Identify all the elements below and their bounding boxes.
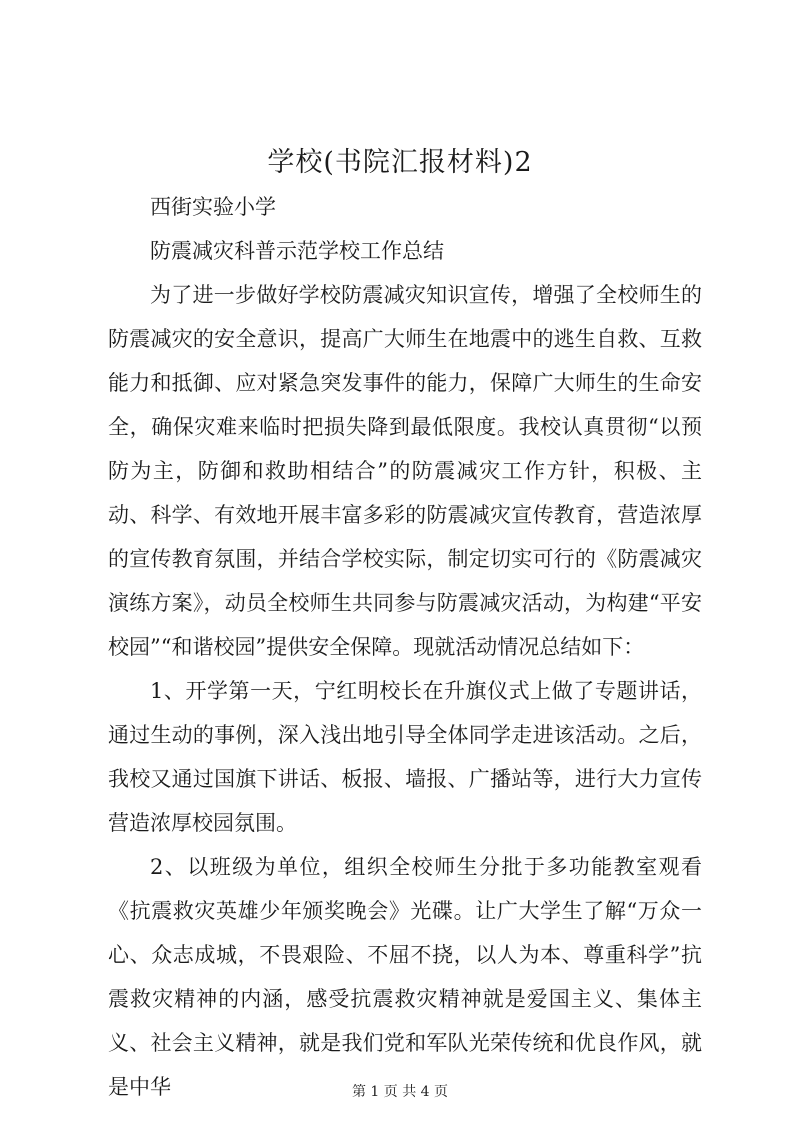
page-title: 学校(书院汇报材料)2 [267, 147, 533, 178]
school-name-line: 西街实验小学 [150, 195, 276, 219]
report-subtitle-line: 防震减灾科普示范学校工作总结 [150, 239, 444, 263]
body-paragraph: 为了进一步做好学校防震减灾知识宣传，增强了全校师生的防震减灾的安全意识，提高广大师生在地震中的逃生自救、互救能力和抵御、应对紧急突发事件的能力，保障广大师生的生命安全，确保灾难来临时把损失降到最低限度。我校认真贯彻“以预防为主，防御和救助相结合”的防震减灾工作方针，积极、主动、科学、有效地开展丰富多彩的防震减灾宣传教育，营造浓厚的宣传教育氛围，并结合学校实际，制定切实可行的《防震减灾演练方案》，动员全校师生共同参与防震减灾活动，为构建“平安校园”“和谐校园”提供安全保障。现就活动情况总结如下： [108, 283, 702, 659]
page-footer: 第 1 页 共 4 页 [351, 1084, 449, 1100]
body-paragraph: 2、以班级为单位，组织全校师生分批于多功能教室观看《抗震救灾英雄少年颁奖晚会》光碟。让广大学生了解“万众一心、众志成城，不畏艰险、不屈不挠，以人为本、尊重科学”抗震救灾精神的内涵，感受抗震救灾精神就是爱国主义、集体主义、社会主义精神，就是我们党和军队光荣传统和优良作风，就是中华 [108, 855, 702, 1099]
document-body [108, 185, 702, 1109]
body-paragraph: 1、开学第一天，宁红明校长在升旗仪式上做了专题讲话，通过生动的事例，深入浅出地引导全体同学走进该活动。之后，我校又通过国旗下讲话、板报、墙报、广播站等，进行大力宣传营造浓厚校园氛围。 [108, 679, 702, 835]
